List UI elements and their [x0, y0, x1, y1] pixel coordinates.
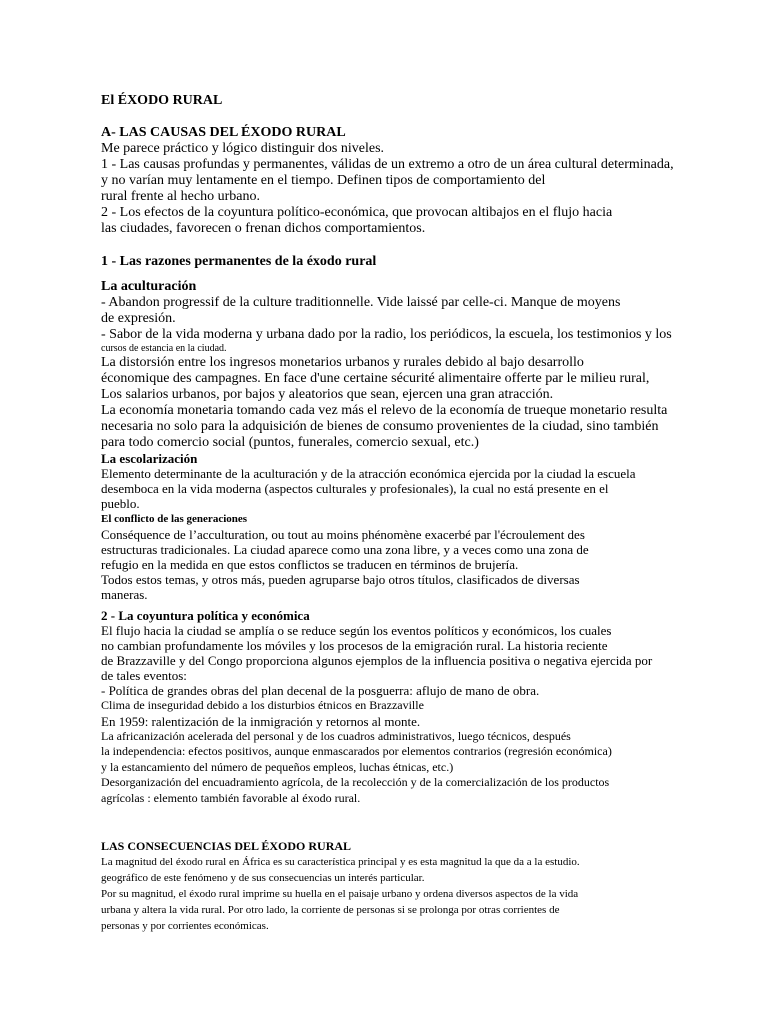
paragraph-line: Me parece práctico y lógico distinguir dos niveles. [101, 141, 385, 156]
paragraph-line: La magnitud del éxodo rural en África es su característica principal y es esta magnitud la que da a la estudio. [101, 856, 580, 868]
paragraph-line: necesaria no solo para la adquisición de bienes de consumo provenientes de la ciudad, sino también [101, 419, 659, 434]
paragraph-line: para todo comercio social (puntos, funerales, comercio sexual, etc.) [101, 435, 479, 450]
causes-heading: A- LAS CAUSAS DEL ÉXODO RURAL [101, 125, 346, 140]
paragraph-line: de tales eventos: [101, 668, 187, 683]
paragraph-line: Elemento determinante de la aculturación y de la atracción económica ejercida por la ciudad la escuela [101, 466, 636, 481]
paragraph-line: agrícolas : elemento también favorable al éxodo rural. [101, 790, 361, 805]
paragraph-line: rural frente al hecho urbano. [101, 189, 260, 204]
paragraph-line: las ciudades, favorecen o frenan dichos comportamientos. [101, 221, 426, 236]
paragraph-line: urbana y altera la vida rural. Por otro lado, la corriente de personas si se prolonga por otras corrientes de [101, 904, 560, 916]
aculturacion-heading: La aculturación [101, 279, 197, 294]
paragraph-line: - Política de grandes obras del plan decenal de la posguerra: aflujo de mano de obra. [101, 683, 540, 698]
paragraph-line: La economía monetaria tomando cada vez más el relevo de la economía de trueque monetario resulta [101, 403, 668, 418]
small-text-line: cursos de estancia en la ciudad. [101, 343, 227, 354]
paragraph-line: geográfico de este fenómeno y de sus consecuencias un interés particular. [101, 872, 425, 884]
escolarizacion-heading: La escolarización [101, 451, 198, 466]
document-title: El ÉXODO RURAL [101, 93, 223, 108]
consequences-heading: LAS CONSECUENCIAS DEL ÉXODO RURAL [101, 839, 352, 853]
paragraph-line: En 1959: ralentización de la inmigración y retornos al monte. [101, 713, 421, 729]
paragraph-line: 2 - Los efectos de la coyuntura político-económica, que provocan altibajos en el flujo hacia [101, 205, 613, 220]
paragraph-line: La distorsión entre los ingresos monetarios urbanos y rurales debido al bajo desarrollo [101, 355, 584, 370]
paragraph-line: y no varían muy lentamente en el tiempo. Definen tipos de comportamiento del [101, 173, 546, 188]
paragraph-line: - Sabor de la vida moderna y urbana dado por la radio, los periódicos, la escuela, los testimonios y los [101, 327, 672, 342]
paragraph-line: y la estancamiento del número de pequeños empleos, luchas étnicas, etc.) [101, 759, 454, 774]
paragraph-line: El flujo hacia la ciudad se amplía o se reduce según los eventos políticos y económicos, los cuales [101, 623, 612, 638]
paragraph-line: la independencia: efectos positivos, aunque enmascarados por elementos contrarios (regresión económica) [101, 744, 612, 758]
paragraph-line: refugio en la medida en que estos conflictos se traducen en términos de brujería. [101, 557, 519, 572]
paragraph-line: Conséquence de l’acculturation, ou tout au moins phénomène exacerbé par l'écroulement des [101, 527, 585, 542]
paragraph-line: de expresión. [101, 311, 176, 326]
paragraph-line: personas y por corrientes económicas. [101, 920, 269, 932]
paragraph-line: de Brazzaville y del Congo proporciona algunos ejemplos de la influencia positiva o negativa ejercida por [101, 653, 653, 668]
paragraph-line: desemboca en la vida moderna (aspectos culturales y profesionales), la cual no está presente en el [101, 481, 609, 496]
paragraph-line: Desorganización del encuadramiento agrícola, de la recolección y de la comercialización de los productos [101, 775, 610, 789]
section2-heading: 2 - La coyuntura política y económica [101, 608, 310, 623]
section1-body [101, 279, 728, 602]
intro-section [101, 125, 728, 237]
section1-heading: 1 - Las razones permanentes de la éxodo rural [101, 254, 377, 269]
paragraph-line: no cambian profundamente los móviles y los procesos de la emigración rural. La historia reciente [101, 638, 608, 653]
paragraph-line: - Abandon progressif de la culture traditionnelle. Vide laissé par celle-ci. Manque de moyens [101, 295, 621, 310]
paragraph-line: Todos estos temas, y otros más, pueden agruparse bajo otros títulos, clasificados de diversas [101, 572, 580, 587]
paragraph-line: maneras. [101, 587, 148, 602]
conflicto-heading: El conflicto de las generaciones [101, 513, 248, 525]
paragraph-line: Por su magnitud, el éxodo rural imprime su huella en el paisaje urbano y ordena diversos aspectos de la vida [101, 888, 579, 900]
section2-body [101, 608, 728, 806]
paragraph-line: estructuras tradicionales. La ciudad aparece como una zona libre, y a veces como una zona de [101, 542, 589, 557]
paragraph-line: Clima de inseguridad debido a los disturbios étnicos en Brazzaville [101, 698, 424, 712]
paragraph-line: 1 - Las causas profundas y permanentes, válidas de un extremo a otro de un área cultural determinada, [101, 157, 674, 172]
consequences-section [101, 838, 728, 934]
paragraph-line: économique des campagnes. En face d'une certaine sécurité alimentaire offerte par le milieu rural, [101, 371, 650, 386]
paragraph-line: Los salarios urbanos, por bajos y aleatorios que sean, ejercen una gran atracción. [101, 387, 554, 402]
paragraph-line: pueblo. [101, 496, 140, 511]
paragraph-line: La africanización acelerada del personal y de los cuadros administrativos, luego técnicos, después [101, 728, 571, 743]
